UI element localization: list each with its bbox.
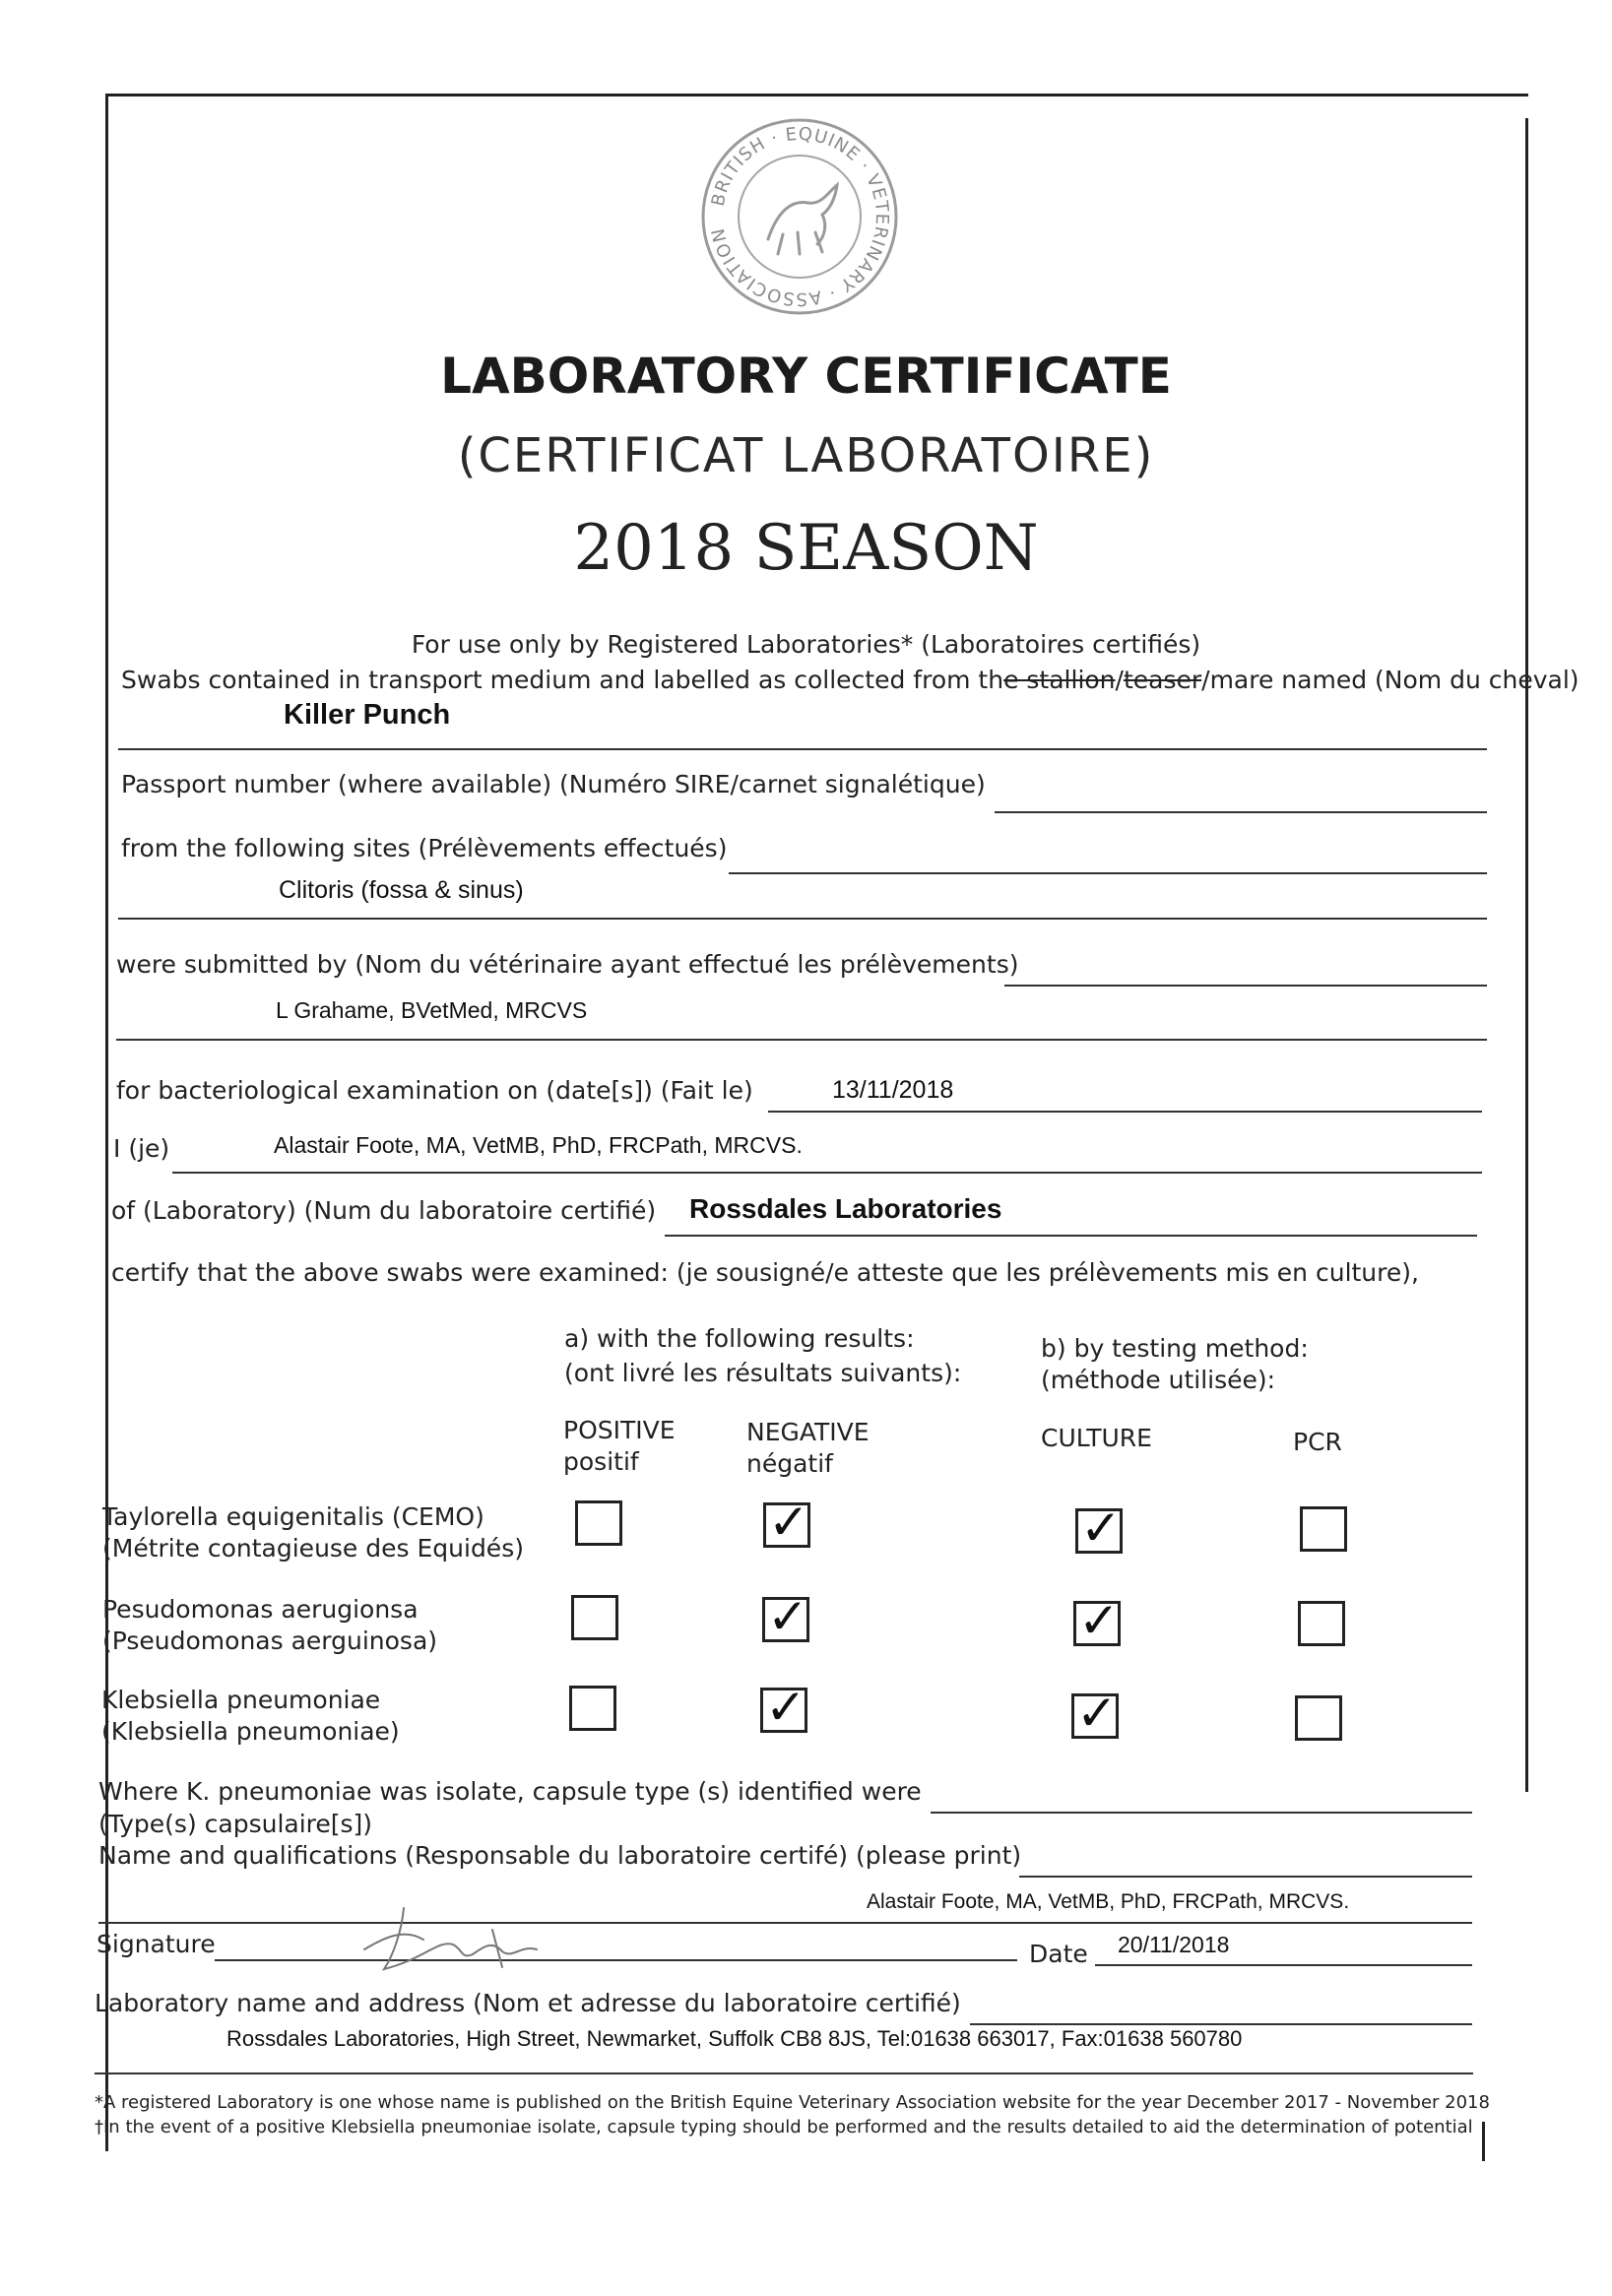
submitted-line-2 <box>116 1039 1487 1041</box>
results-header-a-fr: (ont livré les résultats suivants): <box>564 1359 962 1387</box>
date-line <box>1095 1964 1472 1966</box>
name-qualifications-line-1 <box>1019 1876 1472 1878</box>
organism-name: Pesudomonas aerugionsa <box>102 1595 419 1624</box>
checkbox-culture[interactable] <box>1075 1499 1123 1557</box>
je-value: Alastair Foote, MA, VetMB, PhD, FRCPath, MRCVS. <box>274 1132 803 1158</box>
checkbox-culture[interactable] <box>1073 1592 1121 1649</box>
registered-labs-note: For use only by Registered Laboratories* (Laboratoires certifiés) <box>411 630 1201 659</box>
exam-date-label: for bacteriological examination on (date[s]) (Fait le) <box>116 1076 753 1105</box>
laboratory-label: of (Laboratory) (Num du laboratoire certifié) <box>111 1196 657 1225</box>
horse-name-line <box>118 748 1487 750</box>
sites-line-2 <box>118 918 1487 920</box>
col-negative-fr: négatif <box>746 1449 833 1478</box>
passport-line <box>995 811 1487 813</box>
capsule-type-label-fr: (Type(s) capsulaire[s]) <box>98 1810 373 1838</box>
swabs-suffix: /mare named (Nom du cheval) <box>1201 666 1580 694</box>
checkbox-pcr[interactable] <box>1298 1601 1345 1646</box>
footnote-klebsiella: †In the event of a positive Klebsiella pneumoniae isolate, capsule typing should be performed and the results detailed to aid the determination of potential <box>95 2117 1473 2137</box>
method-header-b-fr: (méthode utilisée): <box>1041 1366 1276 1394</box>
certificate-title: LABORATORY CERTIFICATE <box>440 348 1172 405</box>
laboratory-line <box>665 1235 1477 1237</box>
date-value: 20/11/2018 <box>1118 1932 1230 1957</box>
checkmark: ✓ <box>1078 1592 1120 1649</box>
swabs-statement <box>121 666 1580 694</box>
organism-name-fr: (Métrite contagieuse des Equidés) <box>102 1534 524 1563</box>
col-culture: CULTURE <box>1041 1424 1152 1452</box>
submitted-by-value: L Grahame, BVetMed, MRCVS <box>276 997 588 1023</box>
beva-seal-logo <box>699 116 901 318</box>
struck-teaser: teaser <box>1123 666 1202 694</box>
lab-address-line-2 <box>95 2073 1473 2074</box>
name-qualifications-label: Name and qualifications (Responsable du laboratoire certifé) (please print) <box>98 1841 1022 1870</box>
results-header-a: a) with the following results: <box>564 1324 915 1353</box>
swabs-prefix: Swabs contained in transport medium and labelled as collected from th <box>121 666 1004 694</box>
certificate-subtitle: (CERTIFICAT LABORATOIRE) <box>457 428 1155 483</box>
name-qualifications-line-2 <box>98 1922 1472 1924</box>
sites-label: from the following sites (Prélèvements effectués) <box>121 834 728 862</box>
checkmark: ✓ <box>1076 1685 1118 1742</box>
organism-name-fr: (Pseudomonas aerguinosa) <box>102 1626 438 1655</box>
swabs-slash: / <box>1115 666 1124 694</box>
capsule-type-line <box>931 1812 1472 1814</box>
col-positive-fr: positif <box>563 1447 639 1476</box>
capsule-type-label: Where K. pneumoniae was isolate, capsule type (s) identified were <box>98 1777 922 1806</box>
checkbox-negative[interactable] <box>760 1679 807 1736</box>
checkbox-pcr[interactable] <box>1295 1695 1342 1741</box>
checkbox-positive[interactable] <box>571 1595 618 1640</box>
col-negative: NEGATIVE <box>746 1418 870 1446</box>
svg-text:BRITISH · EQUINE · VETERINARY <box>708 124 892 309</box>
passport-label: Passport number (where available) (Numéro SIRE/carnet signalétique) <box>121 770 986 798</box>
signature-label: Signature <box>97 1930 216 1958</box>
sites-value: Clitoris (fossa & sinus) <box>279 876 524 904</box>
signature-line <box>215 1959 1017 1961</box>
submitted-line-1 <box>1004 985 1487 987</box>
col-pcr: PCR <box>1293 1428 1342 1456</box>
je-line <box>172 1172 1482 1174</box>
lab-address-line-1 <box>970 2023 1472 2025</box>
method-header-b: b) by testing method: <box>1041 1334 1309 1363</box>
exam-date-value: 13/11/2018 <box>832 1076 954 1104</box>
checkmark: ✓ <box>767 1588 808 1645</box>
checkbox-pcr[interactable] <box>1300 1506 1347 1552</box>
horse-name-value: Killer Punch <box>284 699 451 731</box>
organism-name: Klebsiella pneumoniae <box>101 1686 381 1714</box>
handwritten-signature <box>345 1900 591 1979</box>
lab-address-value: Rossdales Laboratories, High Street, Newmarket, Suffolk CB8 8JS, Tel:01638 663017, Fax:01638 560780 <box>226 2026 1243 2051</box>
organism-name-fr: (Klebsiella pneumoniae) <box>101 1717 400 1746</box>
checkmark: ✓ <box>765 1679 806 1736</box>
name-qualifications-value: Alastair Foote, MA, VetMB, PhD, FRCPath, MRCVS. <box>867 1890 1350 1913</box>
laboratory-value: Rossdales Laboratories <box>689 1193 1002 1224</box>
submitted-by-label: were submitted by (Nom du vétérinaire ayant effectué les prélèvements) <box>116 950 1019 979</box>
footnote-registered-lab: *A registered Laboratory is one whose name is published on the British Equine Veterinary Association website for the year December 2017 - November 2018 <box>95 2092 1490 2113</box>
checkbox-positive[interactable] <box>569 1686 616 1731</box>
frame-right-tick <box>1482 2122 1485 2161</box>
checkbox-negative[interactable] <box>762 1588 809 1645</box>
certify-statement: certify that the above swabs were examined: (je sousigné/e atteste que les prélèvements mis en culture), <box>111 1258 1419 1287</box>
col-positive: POSITIVE <box>563 1416 676 1444</box>
checkbox-negative[interactable] <box>763 1494 810 1551</box>
struck-stallion: e stallion <box>1003 666 1116 694</box>
lab-address-label: Laboratory name and address (Nom et adresse du laboratoire certifié) <box>95 1989 961 2017</box>
je-label: I (je) <box>113 1134 170 1163</box>
sites-line-1 <box>729 872 1487 874</box>
checkmark: ✓ <box>1080 1499 1122 1557</box>
checkmark: ✓ <box>768 1494 809 1551</box>
exam-date-line <box>768 1111 1482 1113</box>
checkbox-positive[interactable] <box>575 1500 622 1546</box>
checkbox-culture[interactable] <box>1071 1685 1119 1742</box>
seal-ring-text: BRITISH · EQUINE · VETERINARY · ASSOCIATION <box>707 123 893 310</box>
organism-name: Taylorella equigenitalis (CEMO) <box>102 1502 484 1531</box>
date-label: Date <box>1029 1940 1088 1968</box>
frame-top-border <box>105 94 1528 96</box>
season-heading: 2018 SEASON <box>573 512 1039 585</box>
